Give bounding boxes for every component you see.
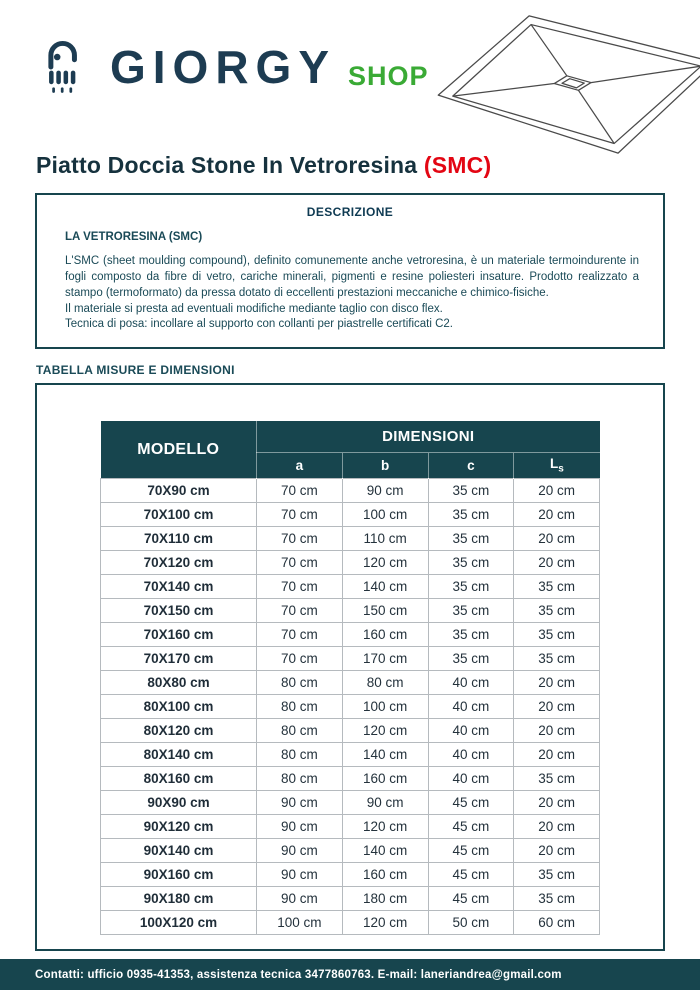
dimension-cell: 180 cm — [342, 886, 428, 910]
dimension-cell: 35 cm — [428, 646, 514, 670]
dimension-cell: 70 cm — [257, 550, 343, 574]
dimension-cell: 160 cm — [342, 622, 428, 646]
dimension-cell: 40 cm — [428, 766, 514, 790]
col-header-ls-sub: s — [558, 463, 564, 475]
table-row — [101, 814, 600, 838]
dimension-cell: 170 cm — [342, 646, 428, 670]
dimension-cell: 45 cm — [428, 814, 514, 838]
dimension-cell: 20 cm — [514, 502, 600, 526]
dimension-cell: 20 cm — [514, 526, 600, 550]
dimension-cell: 40 cm — [428, 694, 514, 718]
dimension-cell: 90 cm — [342, 790, 428, 814]
dimension-cell: 40 cm — [428, 718, 514, 742]
dimension-cell: 20 cm — [514, 718, 600, 742]
table-row — [101, 790, 600, 814]
dimension-cell: 90 cm — [257, 814, 343, 838]
dimension-cell: 45 cm — [428, 862, 514, 886]
dimension-cell: 150 cm — [342, 598, 428, 622]
dimension-cell: 80 cm — [257, 718, 343, 742]
table-row — [101, 478, 600, 502]
modello-cell: 70X110 cm — [101, 526, 257, 550]
modello-cell: 90X90 cm — [101, 790, 257, 814]
dimension-cell: 20 cm — [514, 478, 600, 502]
dimension-cell: 90 cm — [257, 862, 343, 886]
table-row — [101, 598, 600, 622]
dimension-cell: 160 cm — [342, 862, 428, 886]
table-row — [101, 694, 600, 718]
page-title — [36, 152, 664, 179]
description-box-title: DESCRIZIONE — [306, 205, 394, 219]
col-header-ls-main: L — [549, 455, 559, 471]
brand-logo — [40, 38, 429, 96]
dimension-cell: 35 cm — [428, 526, 514, 550]
dimension-cell: 70 cm — [257, 598, 343, 622]
dimension-cell: 35 cm — [514, 862, 600, 886]
modello-cell: 80X120 cm — [101, 718, 257, 742]
dimension-cell: 20 cm — [514, 694, 600, 718]
dimension-cell: 35 cm — [514, 622, 600, 646]
dimension-cell: 35 cm — [514, 886, 600, 910]
modello-cell: 70X150 cm — [101, 598, 257, 622]
dimension-cell: 35 cm — [428, 478, 514, 502]
page-title-text: Piatto Doccia Stone In Vetroresina — [36, 152, 424, 178]
modello-cell: 80X160 cm — [101, 766, 257, 790]
dimension-cell: 35 cm — [428, 598, 514, 622]
table-row — [101, 766, 600, 790]
description-paragraph: Il materiale si presta ad eventuali modifiche mediante taglio con disco flex. — [65, 302, 443, 315]
dimension-cell: 140 cm — [342, 742, 428, 766]
dimension-cell: 120 cm — [342, 910, 428, 934]
footer-contacts: Contatti: ufficio 0935-41353, assistenza tecnica 3477860763. E-mail: laneriandrea@gmail.com — [35, 968, 562, 981]
table-row — [101, 646, 600, 670]
dimension-cell: 80 cm — [257, 694, 343, 718]
modello-cell: 70X160 cm — [101, 622, 257, 646]
table-row — [101, 838, 600, 862]
col-header-a: a — [257, 452, 343, 478]
description-paragraph: Tecnica di posa: incollare al supporto con collanti per piastrelle certificati C2. — [65, 318, 454, 331]
dimension-cell: 35 cm — [428, 550, 514, 574]
page-title-highlight: (SMC) — [423, 152, 492, 178]
dimension-cell: 120 cm — [342, 550, 428, 574]
footer-bar — [0, 959, 700, 990]
table-row — [101, 742, 600, 766]
dimension-cell: 50 cm — [428, 910, 514, 934]
modello-cell: 80X140 cm — [101, 742, 257, 766]
col-header-b: b — [342, 452, 428, 478]
table-row — [101, 526, 600, 550]
dimension-cell: 35 cm — [514, 574, 600, 598]
col-header-ls — [514, 452, 600, 478]
table-row — [101, 886, 600, 910]
dimension-cell: 20 cm — [514, 790, 600, 814]
table-row — [101, 574, 600, 598]
modello-cell: 70X120 cm — [101, 550, 257, 574]
dimension-cell: 70 cm — [257, 526, 343, 550]
dimension-cell: 80 cm — [257, 742, 343, 766]
header — [0, 0, 700, 148]
dimension-cell: 45 cm — [428, 886, 514, 910]
dimension-cell: 70 cm — [257, 502, 343, 526]
shower-tray-drawing — [429, 12, 700, 162]
description-box — [35, 193, 665, 349]
dimension-cell: 70 cm — [257, 478, 343, 502]
dimension-cell: 80 cm — [257, 670, 343, 694]
modello-cell: 70X140 cm — [101, 574, 257, 598]
dimension-cell: 120 cm — [342, 718, 428, 742]
table-row — [101, 622, 600, 646]
dimension-cell: 60 cm — [514, 910, 600, 934]
table-row — [101, 910, 600, 934]
table-row — [101, 862, 600, 886]
dimension-cell: 70 cm — [257, 574, 343, 598]
dimension-cell: 90 cm — [257, 790, 343, 814]
dimension-cell: 110 cm — [342, 526, 428, 550]
dimension-cell: 120 cm — [342, 814, 428, 838]
dimension-cell: 90 cm — [257, 886, 343, 910]
dimension-cell: 160 cm — [342, 766, 428, 790]
modello-cell: 70X170 cm — [101, 646, 257, 670]
col-header-c: c — [428, 452, 514, 478]
dimension-cell: 20 cm — [514, 670, 600, 694]
dimension-cell: 70 cm — [257, 622, 343, 646]
table-row — [101, 670, 600, 694]
dimension-cell: 80 cm — [342, 670, 428, 694]
dimension-cell: 40 cm — [428, 742, 514, 766]
dimension-cell: 70 cm — [257, 646, 343, 670]
dimension-cell: 90 cm — [257, 838, 343, 862]
brand-name: GIORGY — [110, 41, 337, 93]
table-section-label: TABELLA MISURE E DIMENSIONI — [36, 363, 235, 378]
dimension-cell: 35 cm — [428, 502, 514, 526]
dimensions-table — [100, 421, 600, 935]
description-subtitle: LA VETRORESINA (SMC) — [65, 231, 203, 243]
dimension-cell: 45 cm — [428, 838, 514, 862]
description-paragraph: L'SMC (sheet moulding compound), definito comunemente anche vetroresina, è un materiale termoindurente in fogli composto da fibre di vetro, cariche minerali, pigmenti e resine poliesteri insature. Prodotto realizzato a stampo (termoformato) da pressa dotato di eccellenti prestazioni meccaniche e chimico-fisiche. — [65, 255, 639, 299]
dimension-cell: 20 cm — [514, 742, 600, 766]
modello-cell: 80X80 cm — [101, 670, 257, 694]
dimension-cell: 140 cm — [342, 574, 428, 598]
table-box — [35, 383, 665, 951]
dimension-cell: 20 cm — [514, 838, 600, 862]
size-table-body — [101, 478, 600, 934]
modello-cell: 90X120 cm — [101, 814, 257, 838]
dimension-cell: 40 cm — [428, 670, 514, 694]
dimension-cell: 100 cm — [342, 694, 428, 718]
modello-cell: 70X100 cm — [101, 502, 257, 526]
dimension-cell: 35 cm — [428, 574, 514, 598]
brand-suffix: SHOP — [348, 61, 429, 91]
dimension-cell: 35 cm — [514, 646, 600, 670]
dimension-cell: 35 cm — [514, 766, 600, 790]
col-header-dimensioni: DIMENSIONI — [257, 421, 600, 452]
dimension-cell: 100 cm — [342, 502, 428, 526]
modello-cell: 90X160 cm — [101, 862, 257, 886]
dimension-cell: 35 cm — [428, 622, 514, 646]
shower-icon — [40, 38, 98, 96]
modello-cell: 80X100 cm — [101, 694, 257, 718]
modello-cell: 90X180 cm — [101, 886, 257, 910]
dimension-cell: 20 cm — [514, 814, 600, 838]
dimension-cell: 140 cm — [342, 838, 428, 862]
dimension-cell: 35 cm — [514, 598, 600, 622]
table-row — [101, 718, 600, 742]
col-header-modello: MODELLO — [101, 421, 257, 478]
dimension-cell: 45 cm — [428, 790, 514, 814]
table-row — [101, 502, 600, 526]
modello-cell: 100X120 cm — [101, 910, 257, 934]
dimension-cell: 90 cm — [342, 478, 428, 502]
dimension-cell: 80 cm — [257, 766, 343, 790]
table-row — [101, 550, 600, 574]
dimension-cell: 100 cm — [257, 910, 343, 934]
dimension-cell: 20 cm — [514, 550, 600, 574]
description-body — [57, 231, 643, 333]
modello-cell: 90X140 cm — [101, 838, 257, 862]
modello-cell: 70X90 cm — [101, 478, 257, 502]
